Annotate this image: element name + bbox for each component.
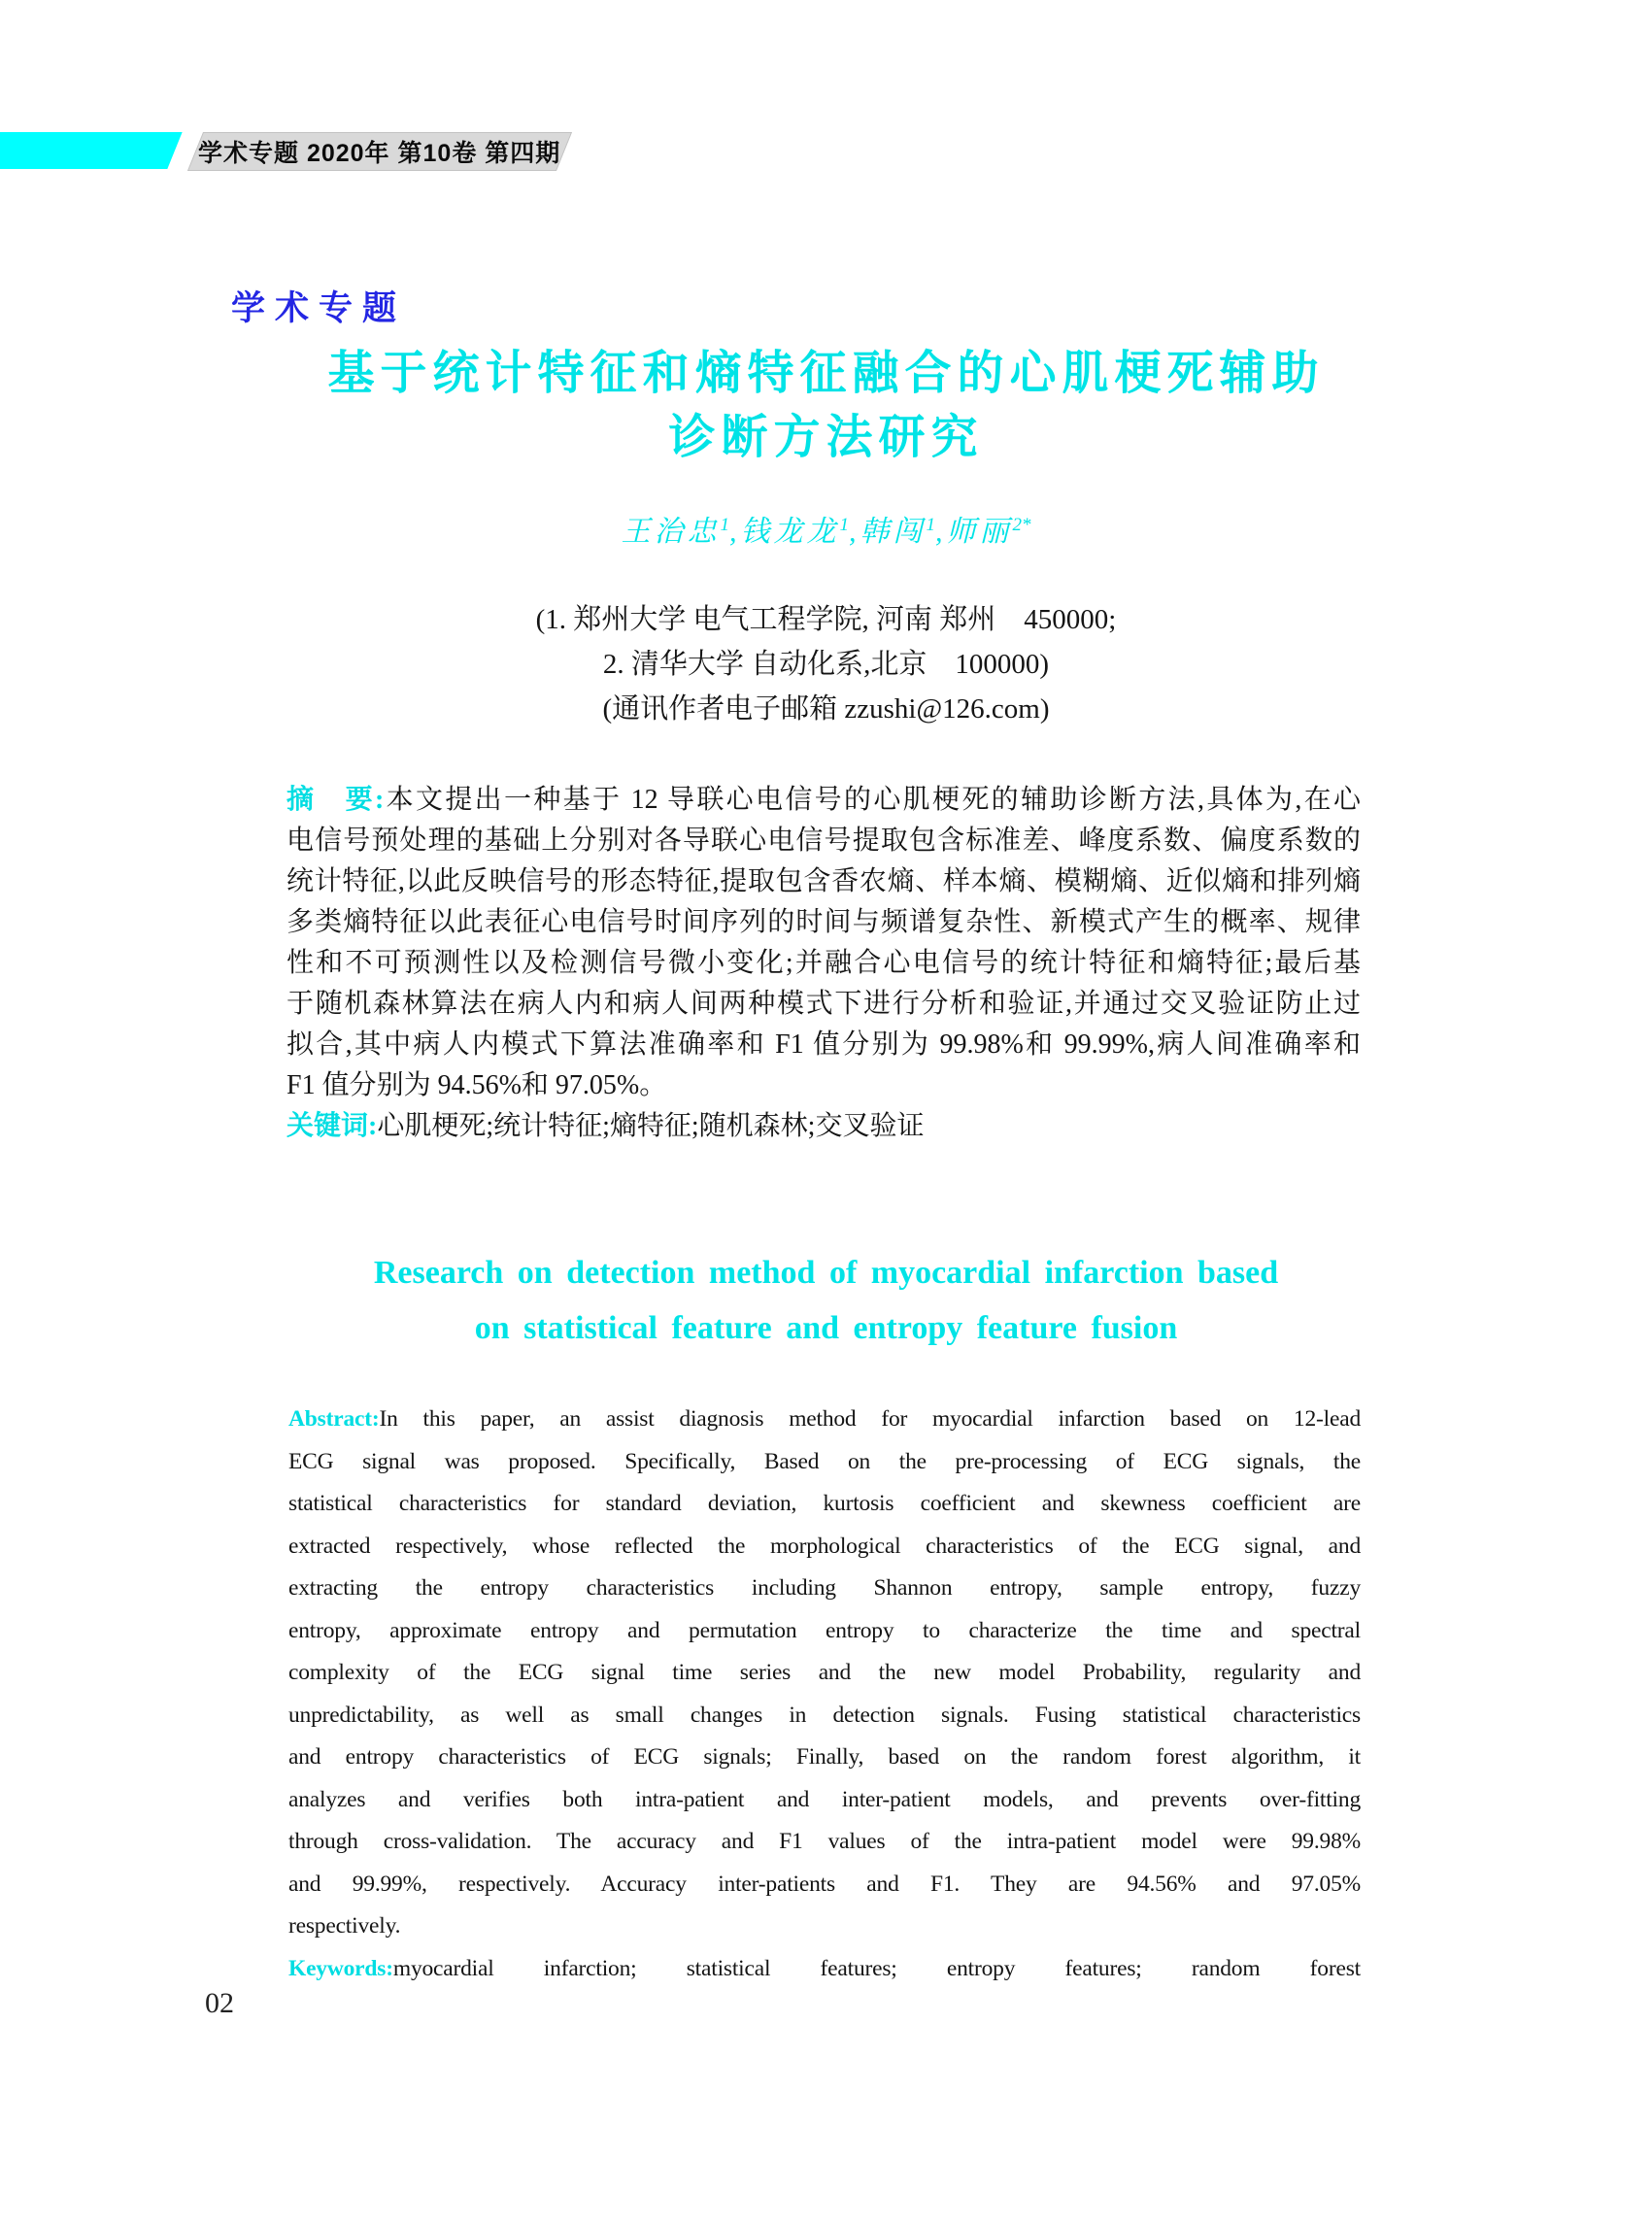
abstract-en-line: and entropy characteristics of ECG signals; Finally, based on the random forest algorithm, it — [288, 1744, 1361, 1770]
abstract-cn — [287, 780, 1361, 1147]
affiliation-line-1: (1. 郑州大学 电气工程学院, 河南 郑州 450000; — [535, 604, 1117, 635]
abstract-en-label: Abstract: — [288, 1406, 380, 1432]
abstract-en-text: In this paper, an assist diagnosis method for myocardial infarction based on 12-lead — [379, 1406, 1361, 1432]
abstract-cn-line: F1 值分别为 94.56%和 97.05%。 — [287, 1070, 667, 1100]
authors-line — [0, 507, 1652, 550]
abstract-en-line: entropy, approximate entropy and permutation entropy to characterize the time and spectral — [288, 1617, 1361, 1643]
author-name: 师丽 — [946, 516, 1013, 548]
abstract-en-line: extracted respectively, whose reflected the morphological characteristics of the ECG signal, and — [288, 1533, 1361, 1559]
abstract-cn-line: 电信号预处理的基础上分别对各导联心电信号提取包含标准差、峰度系数、偏度系数的 — [287, 826, 1361, 856]
abstract-en-line: complexity of the ECG signal time series and the new model Probability, regularity and — [288, 1660, 1361, 1685]
header-issue-tab — [187, 132, 572, 171]
keywords-en-label: Keywords: — [288, 1955, 393, 1981]
abstract-en-line: analyzes and verifies both intra-patient and inter-patient models, and prevents over-fitting — [288, 1786, 1361, 1812]
author-superscript: 1 — [720, 515, 729, 535]
header-cyan-bar — [0, 132, 183, 169]
abstract-cn-line: 多类熵特征以此表征心电信号时间序列的时间与频谱复杂性、新模式产生的概率、规律 — [287, 907, 1361, 937]
title-en-line2: on statistical feature and entropy feature fusion — [474, 1310, 1178, 1346]
author-superscript: 1 — [926, 515, 935, 535]
abstract-cn-line: 于随机森林算法在病人内和病人间两种模式下进行分析和验证,并通过交叉验证防止过 — [287, 989, 1361, 1019]
title-cn-line2: 诊断方法研究 — [668, 412, 984, 463]
abstract-en-line: unpredictability, as well as small changes in detection signals. Fusing statistical characteristics — [288, 1702, 1361, 1728]
author-name: 韩闯 — [860, 516, 927, 548]
abstract-cn-label: 摘 要: — [287, 785, 385, 815]
author — [622, 516, 741, 548]
title-cn-line1: 基于统计特征和熵特征融合的心肌梗死辅助 — [327, 348, 1325, 399]
page-number: 02 — [205, 1987, 234, 2019]
author — [741, 516, 860, 548]
correspondence-line: (通讯作者电子邮箱 zzushi@126.com) — [602, 693, 1050, 725]
abstract-en-line: ECG signal was proposed. Specifically, Based on the pre-processing of ECG signals, the — [288, 1448, 1361, 1474]
section-label: 学术专题 — [231, 289, 407, 327]
author-superscript: 2* — [1012, 515, 1031, 535]
abstract-cn-line — [287, 780, 1361, 821]
affiliations — [0, 597, 1652, 731]
header-issue-text: 学术专题 2020年 第10卷 第四期 — [198, 140, 561, 167]
abstract-en-line: statistical characteristics for standard deviation, kurtosis coefficient and skewness coefficient are — [288, 1491, 1361, 1516]
abstract-cn-text: 本文提出一种基于 12 导联心电信号的心肌梗死的辅助诊断方法,具体为,在心 — [384, 785, 1361, 815]
title-en-line1: Research on detection method of myocardial infarction based — [373, 1255, 1279, 1291]
abstract-en-line: respectively. — [288, 1913, 401, 1939]
abstract-cn-line: 统计特征,以此反映信号的形态特征,提取包含香农熵、样本熵、模糊熵、近似熵和排列熵 — [287, 866, 1361, 896]
page-header — [0, 132, 1652, 169]
author-separator: , — [935, 516, 947, 548]
abstract-en-line: extracting the entropy characteristics including Shannon entropy, sample entropy, fuzzy — [288, 1575, 1361, 1601]
keywords-cn-line — [287, 1106, 1361, 1147]
abstract-en-line: and 99.99%, respectively. Accuracy inter-patients and F1. They are 94.56% and 97.05% — [288, 1871, 1361, 1897]
author — [947, 516, 1031, 548]
abstract-en-line — [288, 1399, 1361, 1441]
article-title-cn — [0, 342, 1652, 470]
affiliation-line-2: 2. 清华大学 自动化系,北京 100000) — [602, 649, 1050, 680]
keywords-cn-text: 心肌梗死;统计特征;熵特征;随机森林;交叉验证 — [377, 1111, 925, 1141]
abstract-en — [288, 1399, 1361, 1990]
author — [860, 516, 947, 548]
author-name: 王治忠 — [621, 516, 721, 548]
keywords-en-line — [288, 1948, 1361, 1991]
abstract-cn-line: 拟合,其中病人内模式下算法准确率和 F1 值分别为 99.98%和 99.99%,病人间准确率和 — [287, 1029, 1361, 1060]
keywords-cn-label: 关键词: — [287, 1111, 378, 1141]
article-title-en — [0, 1245, 1652, 1356]
keywords-en-text: myocardial infarction; statistical features; entropy features; random forest — [392, 1955, 1361, 1981]
author-separator: , — [729, 516, 741, 548]
abstract-cn-line: 性和不可预测性以及检测信号微小变化;并融合心电信号的统计特征和熵特征;最后基 — [287, 948, 1361, 978]
author-separator: , — [849, 516, 860, 548]
author-superscript: 1 — [839, 515, 849, 535]
author-name: 钱龙龙 — [740, 516, 840, 548]
abstract-en-line: through cross-validation. The accuracy and F1 values of the intra-patient model were 99.98% — [288, 1829, 1361, 1854]
